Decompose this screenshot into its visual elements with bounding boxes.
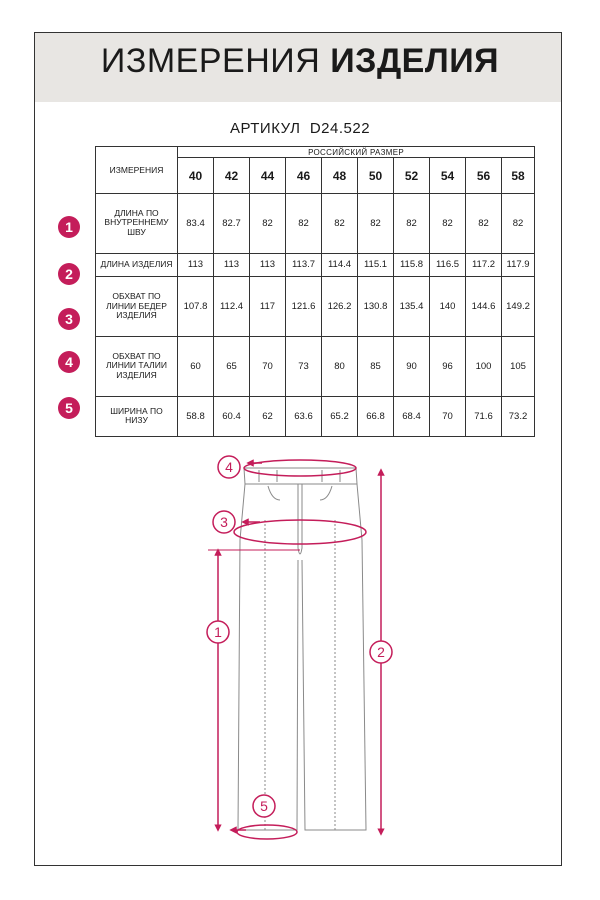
value-cell: 113.7 bbox=[286, 253, 322, 277]
hip-ellipse bbox=[234, 520, 366, 544]
value-cell: 83.4 bbox=[178, 194, 214, 254]
value-cell: 60.4 bbox=[214, 396, 250, 436]
row-label-line: ОБХВАТ ПО bbox=[112, 290, 161, 301]
row-label-line: ВНУТРЕННЕМУ bbox=[104, 217, 169, 228]
value-cell: 63.6 bbox=[286, 396, 322, 436]
size-header-cell: 46 bbox=[286, 158, 322, 194]
value-cell: 112.4 bbox=[214, 277, 250, 337]
value-cell: 117 bbox=[250, 277, 286, 337]
marker-5-label: 5 bbox=[260, 798, 268, 814]
diagram-markers bbox=[207, 456, 392, 817]
value-cell: 100 bbox=[466, 336, 502, 396]
value-cell: 116.5 bbox=[430, 253, 466, 277]
value-cell: 144.6 bbox=[466, 277, 502, 337]
row-number-badge: 2 bbox=[58, 263, 80, 285]
size-header-cell: 40 bbox=[178, 158, 214, 194]
value-cell: 82 bbox=[250, 194, 286, 254]
value-cell: 113 bbox=[178, 253, 214, 277]
value-cell: 82 bbox=[394, 194, 430, 254]
size-header-cell: 58 bbox=[502, 158, 535, 194]
row-label-line: ДЛИНА ИЗДЕЛИЯ bbox=[100, 259, 173, 270]
value-cell: 66.8 bbox=[358, 396, 394, 436]
value-cell: 126.2 bbox=[322, 277, 358, 337]
row-label-line: ИЗДЕЛИЯ bbox=[116, 310, 157, 321]
value-cell: 105 bbox=[502, 336, 535, 396]
value-cell: 82 bbox=[430, 194, 466, 254]
value-cell: 82 bbox=[322, 194, 358, 254]
row-label-line: ЛИНИИ БЕДЕР bbox=[106, 300, 167, 311]
marker-2-label: 2 bbox=[377, 644, 385, 660]
value-cell: 58.8 bbox=[178, 396, 214, 436]
value-cell: 96 bbox=[430, 336, 466, 396]
value-cell: 107.8 bbox=[178, 277, 214, 337]
value-cell: 65.2 bbox=[322, 396, 358, 436]
value-cell: 82 bbox=[358, 194, 394, 254]
row-number-badge: 4 bbox=[58, 351, 80, 373]
size-header-cell: 48 bbox=[322, 158, 358, 194]
value-cell: 90 bbox=[394, 336, 430, 396]
marker-1-label: 1 bbox=[214, 624, 222, 640]
corner-label: ИЗМЕРЕНИЯ bbox=[96, 147, 178, 194]
value-cell: 121.6 bbox=[286, 277, 322, 337]
marker-4-label: 4 bbox=[225, 459, 233, 475]
value-cell: 73.2 bbox=[502, 396, 535, 436]
value-cell: 113 bbox=[214, 253, 250, 277]
article-code: D24.522 bbox=[309, 120, 371, 137]
value-cell: 71.6 bbox=[466, 396, 502, 436]
value-cell: 82 bbox=[466, 194, 502, 254]
row-label-line: НИЗУ bbox=[125, 415, 148, 426]
value-cell: 115.8 bbox=[394, 253, 430, 277]
value-cell: 113 bbox=[250, 253, 286, 277]
size-header-cell: 54 bbox=[430, 158, 466, 194]
marker-3-label: 3 bbox=[220, 514, 228, 530]
value-cell: 149.2 bbox=[502, 277, 535, 337]
size-header-cell: 42 bbox=[214, 158, 250, 194]
group-header: РОССИЙСКИЙ РАЗМЕР bbox=[178, 147, 535, 158]
value-cell: 70 bbox=[430, 396, 466, 436]
row-label-line: ИЗДЕЛИЯ bbox=[116, 370, 157, 381]
value-cell: 60 bbox=[178, 336, 214, 396]
value-cell: 114.4 bbox=[322, 253, 358, 277]
row-label-line: ШВУ bbox=[127, 227, 146, 238]
value-cell: 80 bbox=[322, 336, 358, 396]
row-label-line: ОБХВАТ ПО bbox=[112, 350, 161, 361]
value-cell: 82 bbox=[502, 194, 535, 254]
title-bold: ИЗДЕЛИЯ bbox=[330, 42, 500, 80]
value-cell: 65 bbox=[214, 336, 250, 396]
article-label: АРТИКУЛ bbox=[229, 120, 301, 137]
title-light: ИЗМЕРЕНИЯ bbox=[100, 42, 321, 80]
value-cell: 130.8 bbox=[358, 277, 394, 337]
value-cell: 82 bbox=[286, 194, 322, 254]
row-number-badge: 3 bbox=[58, 308, 80, 330]
size-header-cell: 56 bbox=[466, 158, 502, 194]
value-cell: 62 bbox=[250, 396, 286, 436]
value-cell: 85 bbox=[358, 336, 394, 396]
row-number-badge: 5 bbox=[58, 397, 80, 419]
value-cell: 140 bbox=[430, 277, 466, 337]
value-cell: 73 bbox=[286, 336, 322, 396]
size-header-cell: 44 bbox=[250, 158, 286, 194]
row-number-badge: 1 bbox=[58, 216, 80, 238]
hem-ellipse bbox=[237, 825, 297, 839]
value-cell: 117.9 bbox=[502, 253, 535, 277]
value-cell: 82.7 bbox=[214, 194, 250, 254]
row-label-line: ЛИНИИ ТАЛИИ bbox=[106, 360, 167, 371]
size-header-cell: 52 bbox=[394, 158, 430, 194]
row-label-line: ДЛИНА ПО bbox=[114, 207, 159, 218]
value-cell: 117.2 bbox=[466, 253, 502, 277]
value-cell: 68.4 bbox=[394, 396, 430, 436]
row-label-line: ШИРИНА ПО bbox=[110, 405, 163, 416]
value-cell: 115.1 bbox=[358, 253, 394, 277]
value-cell: 135.4 bbox=[394, 277, 430, 337]
value-cell: 70 bbox=[250, 336, 286, 396]
size-header-cell: 50 bbox=[358, 158, 394, 194]
